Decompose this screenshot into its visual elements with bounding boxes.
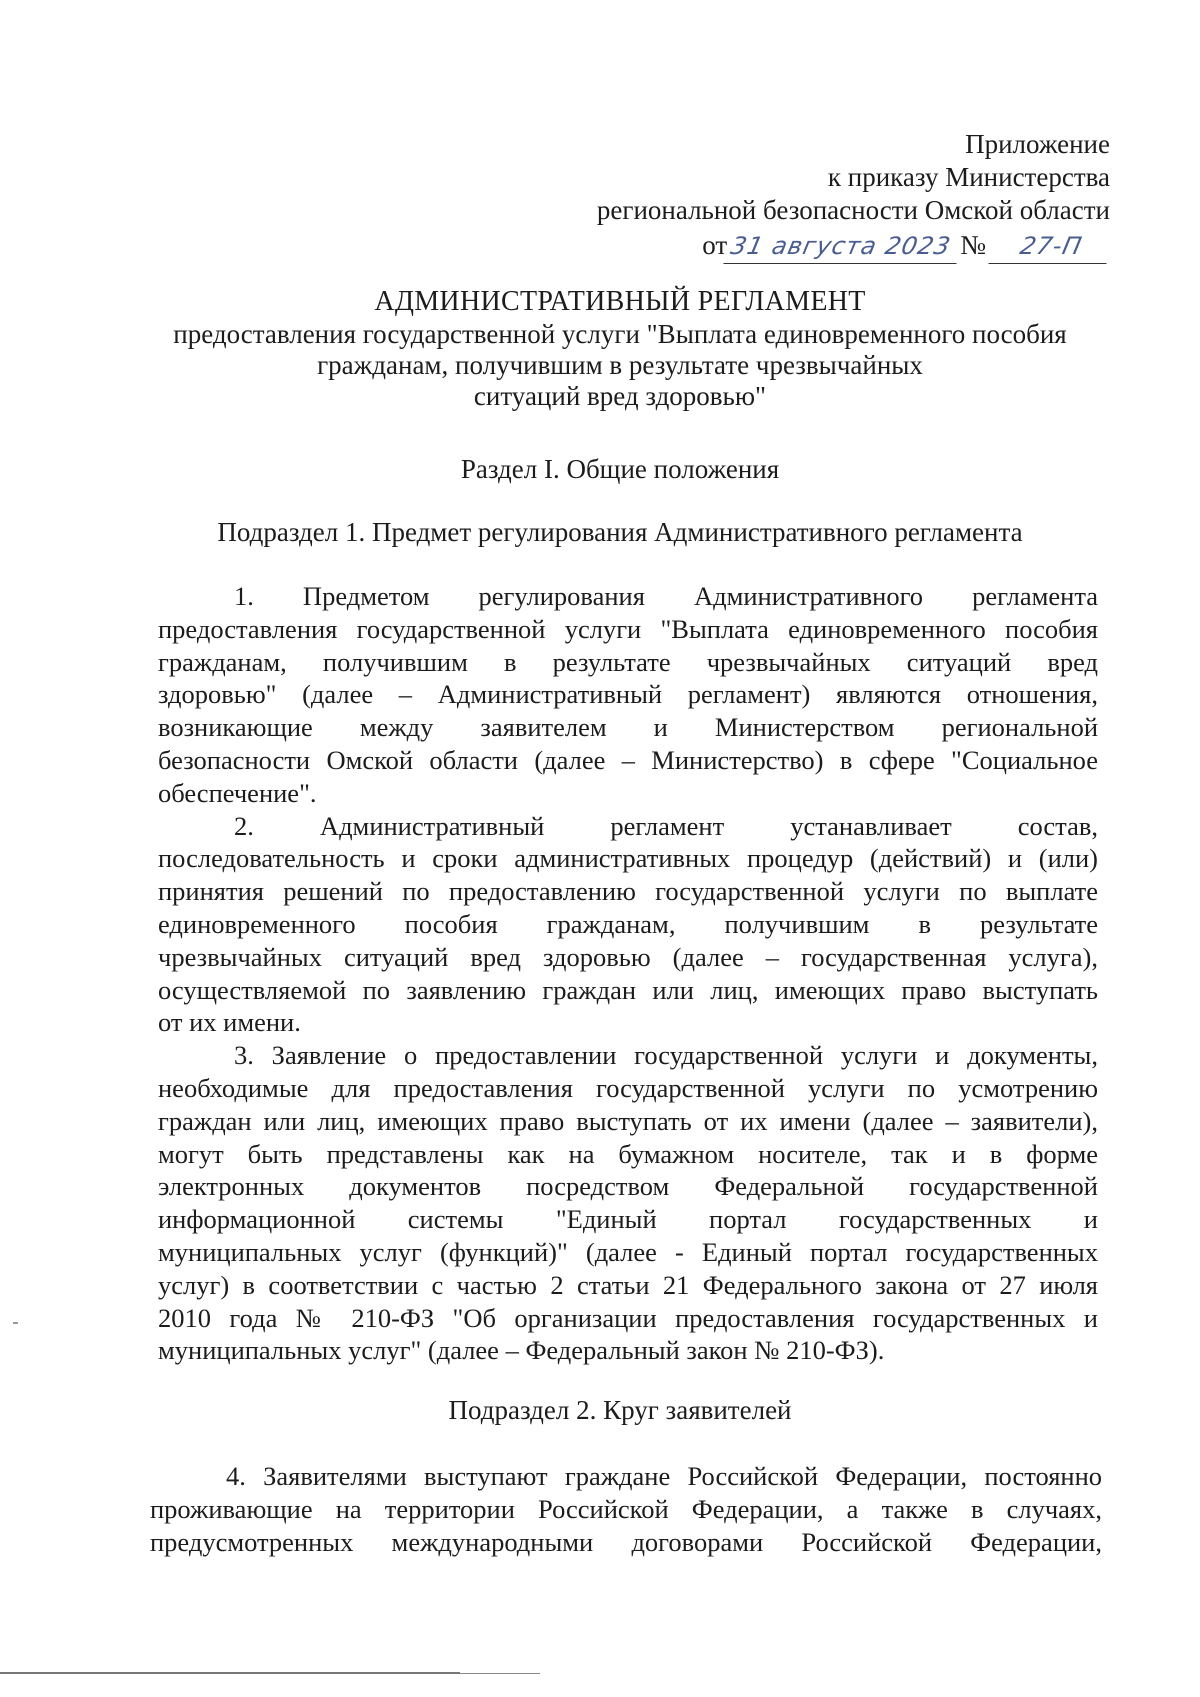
paragraph-line: 2010 года № 210-ФЗ "Об организации предоставления государственных и [158, 1302, 1098, 1333]
handwritten-date: 31 августа 2023 [724, 230, 964, 264]
paragraph-line: осуществляемой по заявлению граждан или лиц, имеющих право выступать [158, 974, 1098, 1005]
paragraph-line: муниципальных услуг" (далее – Федеральный закон № 210-ФЗ). [158, 1335, 885, 1366]
paragraph-line: услуг) в соответствии с частью 2 статьи 21 Федерального закона от 27 июля [158, 1269, 1098, 1300]
paragraph-line: чрезвычайных ситуаций вред здоровью (далее – государственная услуга), [158, 941, 1098, 972]
document-subtitle-line: предоставления государственной услуги "Выплата единовременного пособия [173, 319, 1067, 349]
paragraph-line: муниципальных услуг (функций)" (далее - Единый портал государственных [158, 1236, 1098, 1267]
paragraph-line: возникающие между заявителем и Министерством региональной [158, 712, 1098, 743]
scan-artifact [13, 1322, 18, 1324]
paragraph-line: предусмотренных международными договорами Российской Федерации, [150, 1526, 1102, 1557]
paragraph-line: от их имени. [158, 1007, 301, 1038]
document-title-block [120, 286, 1120, 412]
paragraph-line: 3. Заявление о предоставлении государственной услуги и документы, [234, 1040, 1098, 1071]
order-date-number-line [597, 229, 1110, 264]
paragraph-line: проживающие на территории Российской Федерации, а также в случаях, [150, 1493, 1102, 1524]
order-number-label: № [960, 230, 986, 260]
paragraph-line: граждан или лиц, имеющих право выступать от их имени (далее – заявители), [158, 1105, 1098, 1136]
scan-artifact [460, 1673, 540, 1674]
section-title: Раздел I. Общие положения [460, 454, 780, 484]
paragraph-line: единовременного пособия гражданам, получившим в результате [158, 908, 1098, 939]
document-body [158, 580, 1098, 1367]
paragraph-1 [158, 580, 1098, 810]
appendix-heading [597, 128, 1110, 264]
paragraph-line: могут быть представлены как на бумажном носителе, так и в форме [158, 1138, 1098, 1169]
paragraph-line: обеспечение". [158, 777, 317, 808]
paragraph-2 [158, 810, 1098, 1040]
appendix-label: Приложение [965, 129, 1110, 159]
handwritten-number: 27-П [988, 230, 1113, 264]
paragraph-line: 1. Предметом регулирования Административного регламента [234, 581, 1098, 611]
paragraph-3 [158, 1039, 1098, 1367]
paragraph-line: электронных документов посредством Федеральной государственной [158, 1171, 1098, 1202]
order-from-label: от [702, 230, 728, 260]
paragraph-line: гражданам, получившим в результате чрезвычайных ситуаций вред [158, 646, 1098, 677]
appendix-order-ref: к приказу Министерства [827, 162, 1110, 192]
subsection-title: Подраздел 1. Предмет регулирования Административного регламента [217, 517, 1023, 547]
paragraph-line: последовательность и сроки административных процедур (действий) и (или) [158, 843, 1098, 874]
appendix-ministry: региональной безопасности Омской области [596, 195, 1110, 225]
subsection-title: Подраздел 2. Круг заявителей [448, 1395, 792, 1425]
paragraph-line: информационной системы "Единый портал государственных и [158, 1204, 1098, 1235]
paragraph-line: 2. Административный регламент устанавливает состав, [234, 810, 1098, 841]
document-subtitle-line: ситуаций вред здоровью" [473, 381, 767, 411]
paragraph-line: здоровью" (далее – Административный регламент) являются отношения, [158, 679, 1098, 710]
paragraph-4 [150, 1460, 1102, 1558]
document-title: АДМИНИСТРАТИВНЫЙ РЕГЛАМЕНТ [374, 286, 866, 317]
paragraph-line: предоставления государственной услуги "Выплата единовременного пособия [158, 613, 1098, 644]
document-subtitle-line: гражданам, получившим в результате чрезвычайных [317, 350, 923, 380]
scan-artifact [0, 1672, 460, 1674]
paragraph-line: 4. Заявителями выступают граждане Российской Федерации, постоянно [226, 1461, 1102, 1491]
paragraph-line: безопасности Омской области (далее – Министерство) в сфере "Социальное [158, 744, 1098, 775]
document-body-continued [150, 1460, 1102, 1558]
paragraph-line: необходимые для предоставления государственной услуги по усмотрению [158, 1072, 1098, 1103]
paragraph-line: принятия решений по предоставлению государственной услуги по выплате [158, 876, 1098, 907]
